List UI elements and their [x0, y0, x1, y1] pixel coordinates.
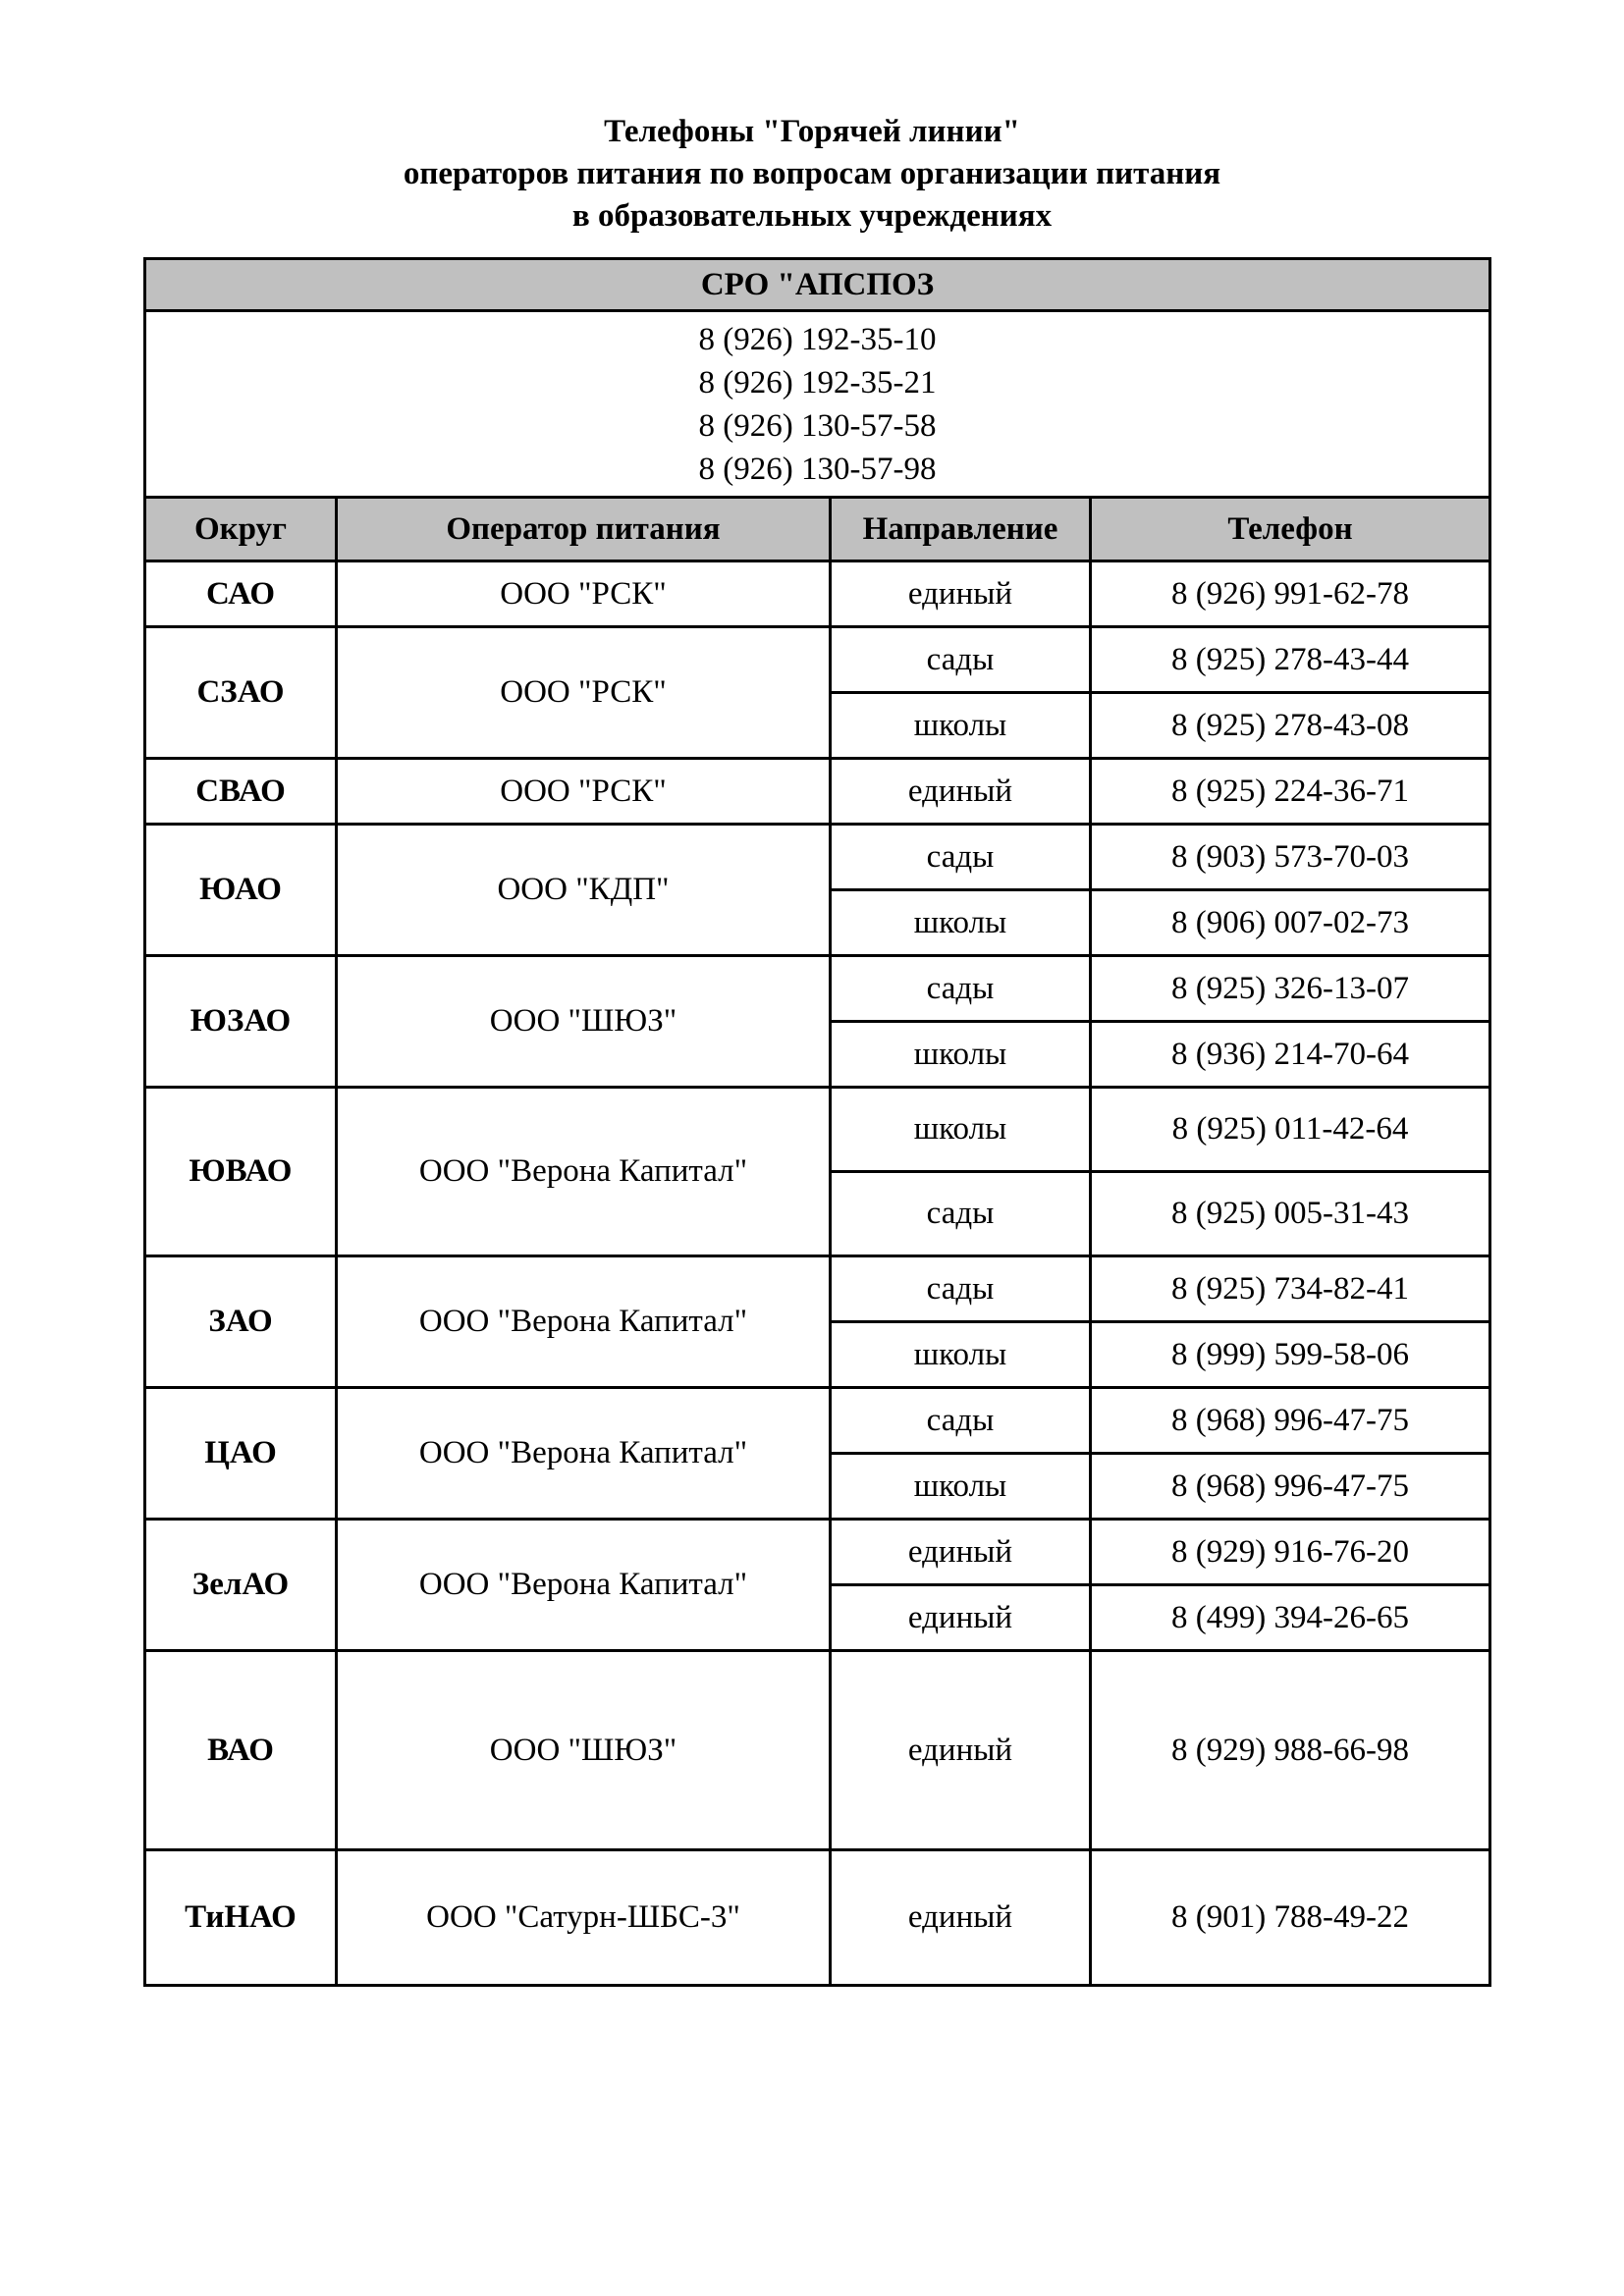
direction-cell: сады [831, 627, 1091, 693]
direction-cell: единый [831, 1585, 1091, 1651]
phone-cell: 8 (925) 224-36-71 [1091, 759, 1490, 825]
table-row [145, 1651, 1490, 1850]
district-cell: ЗелАО [145, 1520, 337, 1651]
table-row [145, 627, 1490, 693]
phone-cell: 8 (936) 214-70-64 [1091, 1022, 1490, 1088]
operator-cell: ООО "Верона Капитал" [337, 1256, 831, 1388]
direction-cell: школы [831, 890, 1091, 956]
table-row [145, 759, 1490, 825]
direction-cell: школы [831, 1454, 1091, 1520]
phone-cell: 8 (925) 278-43-44 [1091, 627, 1490, 693]
operator-cell: ООО "КДП" [337, 825, 831, 956]
operator-cell: ООО "РСК" [337, 759, 831, 825]
organization-phones-row [145, 311, 1490, 498]
table-row [145, 825, 1490, 890]
column-header-district: Округ [145, 498, 337, 561]
phone-cell: 8 (929) 988-66-98 [1091, 1651, 1490, 1850]
direction-cell: школы [831, 693, 1091, 759]
operator-cell: ООО "ШЮЗ" [337, 956, 831, 1088]
district-cell: ТиНАО [145, 1850, 337, 1986]
phone-cell: 8 (926) 991-62-78 [1091, 561, 1490, 627]
direction-cell: школы [831, 1322, 1091, 1388]
direction-cell: единый [831, 561, 1091, 627]
organization-phone: 8 (926) 130-57-98 [698, 451, 937, 487]
column-header-row [145, 498, 1490, 561]
title-line-3: в образовательных учреждениях [571, 198, 1053, 234]
phone-cell: 8 (906) 007-02-73 [1091, 890, 1490, 956]
district-cell: ЦАО [145, 1388, 337, 1520]
table-row [145, 1520, 1490, 1585]
operator-cell: ООО "Верона Капитал" [337, 1520, 831, 1651]
phone-cell: 8 (999) 599-58-06 [1091, 1322, 1490, 1388]
organization-name: СРО "АПСПОЗ [145, 259, 1490, 311]
district-cell: ЮЗАО [145, 956, 337, 1088]
table-row [145, 1256, 1490, 1322]
operator-cell: ООО "РСК" [337, 627, 831, 759]
phone-cell: 8 (499) 394-26-65 [1091, 1585, 1490, 1651]
phone-cell: 8 (925) 734-82-41 [1091, 1256, 1490, 1322]
district-cell: ЗАО [145, 1256, 337, 1388]
direction-cell: сады [831, 1172, 1091, 1256]
phone-cell: 8 (925) 005-31-43 [1091, 1172, 1490, 1256]
operator-cell: ООО "Сатурн-ШБС-3" [337, 1850, 831, 1986]
district-cell: СЗАО [145, 627, 337, 759]
table-row [145, 1088, 1490, 1172]
direction-cell: сады [831, 1256, 1091, 1322]
column-header-phone: Телефон [1091, 498, 1490, 561]
operator-cell: ООО "ШЮЗ" [337, 1651, 831, 1850]
phone-cell: 8 (968) 996-47-75 [1091, 1388, 1490, 1454]
document-title [0, 111, 1624, 238]
phone-cell: 8 (901) 788-49-22 [1091, 1850, 1490, 1986]
table-row [145, 1388, 1490, 1454]
phone-cell: 8 (925) 011-42-64 [1091, 1088, 1490, 1172]
column-header-direction: Направление [831, 498, 1091, 561]
direction-cell: школы [831, 1022, 1091, 1088]
direction-cell: сады [831, 825, 1091, 890]
district-cell: ЮВАО [145, 1088, 337, 1256]
district-cell: СВАО [145, 759, 337, 825]
column-header-operator: Оператор питания [337, 498, 831, 561]
organization-phone: 8 (926) 192-35-21 [698, 364, 937, 400]
operator-cell: ООО "Верона Капитал" [337, 1388, 831, 1520]
operator-cell: ООО "Верона Капитал" [337, 1088, 831, 1256]
title-line-2: операторов питания по вопросам организации питания [403, 156, 1221, 191]
direction-cell: школы [831, 1088, 1091, 1172]
table-row [145, 1850, 1490, 1986]
direction-cell: сады [831, 1388, 1091, 1454]
direction-cell: единый [831, 1850, 1091, 1986]
phone-cell: 8 (925) 278-43-08 [1091, 693, 1490, 759]
table-row [145, 561, 1490, 627]
organization-phones [145, 311, 1490, 498]
district-cell: САО [145, 561, 337, 627]
organization-phone: 8 (926) 130-57-58 [698, 407, 937, 444]
organization-header-row [145, 259, 1490, 311]
phone-cell: 8 (925) 326-13-07 [1091, 956, 1490, 1022]
operator-cell: ООО "РСК" [337, 561, 831, 627]
direction-cell: сады [831, 956, 1091, 1022]
phone-cell: 8 (968) 996-47-75 [1091, 1454, 1490, 1520]
direction-cell: единый [831, 1520, 1091, 1585]
direction-cell: единый [831, 759, 1091, 825]
organization-phone: 8 (926) 192-35-10 [698, 321, 937, 357]
hotline-table [143, 257, 1491, 1987]
district-cell: ВАО [145, 1651, 337, 1850]
direction-cell: единый [831, 1651, 1091, 1850]
district-cell: ЮАО [145, 825, 337, 956]
table-row [145, 956, 1490, 1022]
phone-cell: 8 (903) 573-70-03 [1091, 825, 1490, 890]
title-line-1: Телефоны "Горячей линии" [604, 114, 1020, 149]
phone-cell: 8 (929) 916-76-20 [1091, 1520, 1490, 1585]
